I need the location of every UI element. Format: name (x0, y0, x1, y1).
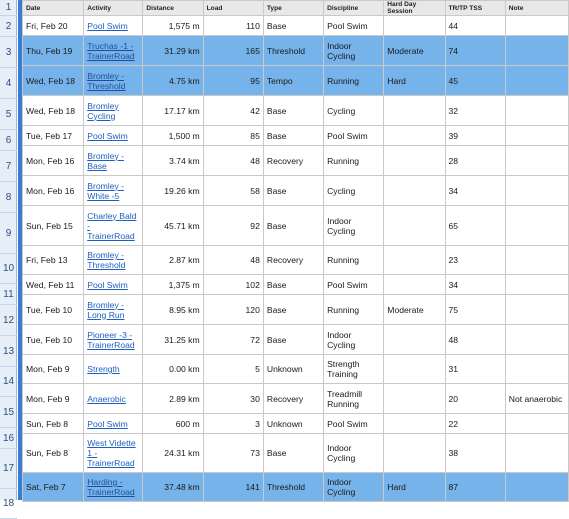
date-cell[interactable]: Mon, Feb 9 (23, 384, 84, 414)
table-row[interactable] (23, 434, 569, 473)
distance-cell[interactable]: 45.71 km (143, 206, 203, 246)
row-number[interactable]: 7 (0, 151, 17, 182)
activity-cell[interactable] (84, 275, 143, 295)
activity-cell[interactable] (84, 295, 143, 325)
date-cell[interactable]: Tue, Feb 10 (23, 325, 84, 355)
header-type[interactable]: Type (263, 1, 323, 16)
date-cell[interactable]: Fri, Feb 20 (23, 16, 84, 36)
load-cell[interactable]: 48 (203, 246, 263, 275)
row-number[interactable]: 13 (0, 336, 17, 367)
tss-cell[interactable]: 39 (445, 126, 505, 146)
table-row[interactable] (23, 36, 569, 66)
row-number[interactable]: 1 (0, 0, 17, 16)
hard-day-cell[interactable] (384, 176, 445, 206)
header-hard-day-session[interactable]: Hard Day Session (384, 1, 445, 16)
activity-link[interactable]: Pool Swim (87, 279, 128, 290)
type-cell[interactable]: Tempo (263, 66, 323, 96)
activity-cell[interactable] (84, 176, 143, 206)
date-cell[interactable]: Sun, Feb 8 (23, 434, 84, 473)
discipline-cell[interactable]: Pool Swim (324, 414, 384, 434)
tss-cell[interactable]: 34 (445, 275, 505, 295)
note-cell[interactable] (505, 325, 568, 355)
row-number[interactable]: 10 (0, 254, 17, 284)
type-cell[interactable]: Base (263, 96, 323, 126)
note-cell[interactable] (505, 295, 568, 325)
activity-cell[interactable] (84, 473, 143, 502)
table-row[interactable] (23, 473, 569, 502)
table-row[interactable] (23, 275, 569, 295)
load-cell[interactable]: 72 (203, 325, 263, 355)
distance-cell[interactable]: 2.87 km (143, 246, 203, 275)
tss-cell[interactable]: 22 (445, 414, 505, 434)
note-cell[interactable] (505, 66, 568, 96)
row-number[interactable]: 12 (0, 305, 17, 336)
tss-cell[interactable]: 74 (445, 36, 505, 66)
note-cell[interactable] (505, 355, 568, 384)
tss-cell[interactable]: 20 (445, 384, 505, 414)
discipline-cell[interactable]: Indoor Cycling (324, 434, 384, 473)
type-cell[interactable]: Base (263, 434, 323, 473)
activity-cell[interactable] (84, 246, 143, 275)
row-number[interactable]: 16 (0, 428, 17, 449)
table-row[interactable] (23, 384, 569, 414)
discipline-cell[interactable]: Treadmill Running (324, 384, 384, 414)
activity-table (22, 0, 569, 502)
discipline-cell[interactable]: Cycling (324, 96, 384, 126)
type-cell[interactable]: Base (263, 176, 323, 206)
activity-cell[interactable] (84, 36, 143, 66)
load-cell[interactable]: 73 (203, 434, 263, 473)
activity-link[interactable]: Harding - TrainerRoad (87, 477, 135, 497)
note-cell[interactable] (505, 126, 568, 146)
row-number[interactable]: 18 (0, 489, 17, 519)
activity-cell[interactable] (84, 384, 143, 414)
row-number[interactable]: 8 (0, 182, 17, 213)
activity-link[interactable]: Bromley - Long Run (87, 299, 125, 320)
hard-day-cell[interactable] (384, 206, 445, 246)
date-cell[interactable]: Sun, Feb 15 (23, 206, 84, 246)
note-cell[interactable]: Not anaerobic (505, 384, 568, 414)
hard-day-cell[interactable]: Hard (384, 66, 445, 96)
note-cell[interactable] (505, 16, 568, 36)
type-cell[interactable]: Threshold (263, 36, 323, 66)
header-load[interactable]: Load (203, 1, 263, 16)
activity-link[interactable]: Bromley - Threshold (87, 250, 126, 270)
hard-day-cell[interactable]: Moderate (384, 295, 445, 325)
date-cell[interactable]: Wed, Feb 11 (23, 275, 84, 295)
tss-cell[interactable]: 65 (445, 206, 505, 246)
row-number[interactable]: 6 (0, 130, 17, 151)
date-cell[interactable]: Mon, Feb 16 (23, 146, 84, 176)
load-cell[interactable]: 92 (203, 206, 263, 246)
tss-cell[interactable]: 75 (445, 295, 505, 325)
type-cell[interactable]: Threshold (263, 473, 323, 502)
distance-cell[interactable]: 1,500 m (143, 126, 203, 146)
distance-cell[interactable]: 19.26 km (143, 176, 203, 206)
row-number[interactable]: 4 (0, 68, 17, 99)
activity-cell[interactable] (84, 325, 143, 355)
table-row[interactable] (23, 126, 569, 146)
note-cell[interactable] (505, 434, 568, 473)
row-number[interactable]: 15 (0, 397, 17, 428)
row-number[interactable]: 11 (0, 284, 17, 305)
tss-cell[interactable]: 34 (445, 176, 505, 206)
load-cell[interactable]: 95 (203, 66, 263, 96)
discipline-cell[interactable]: Indoor Cycling (324, 473, 384, 502)
activity-link[interactable]: Charley Bald - TrainerRoad (87, 210, 137, 241)
activity-cell[interactable] (84, 146, 143, 176)
type-cell[interactable]: Unknown (263, 414, 323, 434)
discipline-cell[interactable]: Running (324, 146, 384, 176)
note-cell[interactable] (505, 246, 568, 275)
hard-day-cell[interactable] (384, 355, 445, 384)
activity-cell[interactable] (84, 206, 143, 246)
table-row[interactable] (23, 414, 569, 434)
hard-day-cell[interactable] (384, 126, 445, 146)
type-cell[interactable]: Recovery (263, 246, 323, 275)
hard-day-cell[interactable] (384, 96, 445, 126)
load-cell[interactable]: 3 (203, 414, 263, 434)
date-cell[interactable]: Wed, Feb 18 (23, 96, 84, 126)
row-number[interactable]: 2 (0, 16, 17, 37)
distance-cell[interactable]: 3.74 km (143, 146, 203, 176)
activity-link[interactable]: Pool Swim (87, 130, 128, 141)
tss-cell[interactable]: 32 (445, 96, 505, 126)
table-row[interactable] (23, 355, 569, 384)
discipline-cell[interactable]: Cycling (324, 176, 384, 206)
date-cell[interactable]: Tue, Feb 10 (23, 295, 84, 325)
header-activity[interactable]: Activity (84, 1, 143, 16)
type-cell[interactable]: Recovery (263, 384, 323, 414)
load-cell[interactable]: 48 (203, 146, 263, 176)
load-cell[interactable]: 141 (203, 473, 263, 502)
date-cell[interactable]: Tue, Feb 17 (23, 126, 84, 146)
table-row[interactable] (23, 206, 569, 246)
hard-day-cell[interactable]: Hard (384, 473, 445, 502)
distance-cell[interactable]: 24.31 km (143, 434, 203, 473)
row-number[interactable]: 5 (0, 99, 17, 130)
note-cell[interactable] (505, 96, 568, 126)
discipline-cell[interactable]: Pool Swim (324, 275, 384, 295)
type-cell[interactable]: Base (263, 325, 323, 355)
activity-cell[interactable] (84, 16, 143, 36)
tss-cell[interactable]: 48 (445, 325, 505, 355)
table-row[interactable] (23, 246, 569, 275)
discipline-cell[interactable]: Running (324, 246, 384, 275)
activity-link[interactable]: Strength (87, 364, 120, 374)
type-cell[interactable]: Base (263, 295, 323, 325)
type-cell[interactable]: Base (263, 16, 323, 36)
hard-day-cell[interactable] (384, 414, 445, 434)
activity-cell[interactable] (84, 66, 143, 96)
activity-cell[interactable] (84, 414, 143, 434)
date-cell[interactable]: Fri, Feb 13 (23, 246, 84, 275)
tss-cell[interactable]: 38 (445, 434, 505, 473)
load-cell[interactable]: 165 (203, 36, 263, 66)
load-cell[interactable]: 5 (203, 355, 263, 384)
discipline-cell[interactable]: Pool Swim (324, 16, 384, 36)
note-cell[interactable] (505, 275, 568, 295)
hard-day-cell[interactable] (384, 146, 445, 176)
tss-cell[interactable]: 87 (445, 473, 505, 502)
activity-link[interactable]: Bromley - Base (87, 150, 124, 171)
table-row[interactable] (23, 325, 569, 355)
activity-link[interactable]: West Vidette 1 - TrainerRoad (87, 438, 136, 468)
type-cell[interactable]: Base (263, 206, 323, 246)
distance-cell[interactable]: 1,575 m (143, 16, 203, 36)
discipline-cell[interactable]: Running (324, 66, 384, 96)
tss-cell[interactable]: 44 (445, 16, 505, 36)
header-discipline[interactable]: Discipline (324, 1, 384, 16)
load-cell[interactable]: 30 (203, 384, 263, 414)
header-row (23, 1, 569, 16)
activity-cell[interactable] (84, 355, 143, 384)
distance-cell[interactable]: 31.29 km (143, 36, 203, 66)
activity-link[interactable]: Truchas -1 - TrainerRoad (87, 40, 135, 61)
note-cell[interactable] (505, 36, 568, 66)
row-number-gutter (0, 0, 17, 509)
activity-link[interactable]: Bromley - Threshold (87, 70, 126, 91)
distance-cell[interactable]: 17.17 km (143, 96, 203, 126)
distance-cell[interactable]: 31.25 km (143, 325, 203, 355)
table-row[interactable] (23, 176, 569, 206)
activity-link[interactable]: Pool Swim (87, 418, 128, 429)
date-cell[interactable]: Sat, Feb 7 (23, 473, 84, 502)
activity-cell[interactable] (84, 126, 143, 146)
discipline-cell[interactable]: Strength Training (324, 355, 384, 384)
date-cell[interactable]: Mon, Feb 9 (23, 355, 84, 384)
header-note[interactable]: Note (505, 1, 568, 16)
discipline-cell[interactable]: Running (324, 295, 384, 325)
load-cell[interactable]: 58 (203, 176, 263, 206)
table-row[interactable] (23, 66, 569, 96)
date-cell[interactable]: Wed, Feb 18 (23, 66, 84, 96)
hard-day-cell[interactable] (384, 16, 445, 36)
date-cell[interactable]: Mon, Feb 16 (23, 176, 84, 206)
distance-cell[interactable]: 37.48 km (143, 473, 203, 502)
activity-link[interactable]: Pool Swim (87, 20, 128, 31)
activity-cell[interactable] (84, 434, 143, 473)
activity-link[interactable]: Bromley Cycling (87, 100, 119, 121)
row-number[interactable]: 9 (0, 213, 17, 254)
discipline-cell[interactable]: Pool Swim (324, 126, 384, 146)
activity-cell[interactable] (84, 96, 143, 126)
distance-cell[interactable]: 600 m (143, 414, 203, 434)
table-row[interactable] (23, 96, 569, 126)
note-cell[interactable] (505, 206, 568, 246)
activity-link[interactable]: Pioneer -3 - TrainerRoad (87, 329, 135, 350)
distance-cell[interactable]: 2.89 km (143, 384, 203, 414)
row-number[interactable]: 17 (0, 449, 17, 489)
tss-cell[interactable]: 28 (445, 146, 505, 176)
load-cell[interactable]: 110 (203, 16, 263, 36)
hard-day-cell[interactable] (384, 325, 445, 355)
header-date[interactable]: Date (23, 1, 84, 16)
load-cell[interactable]: 120 (203, 295, 263, 325)
header-distance[interactable]: Distance (143, 1, 203, 16)
table-row[interactable] (23, 146, 569, 176)
hard-day-cell[interactable] (384, 275, 445, 295)
type-cell[interactable]: Base (263, 275, 323, 295)
hard-day-cell[interactable] (384, 434, 445, 473)
header-tss[interactable]: TR/TP TSS (445, 1, 505, 16)
tss-cell[interactable]: 45 (445, 66, 505, 96)
distance-cell[interactable]: 8.95 km (143, 295, 203, 325)
tss-cell[interactable]: 23 (445, 246, 505, 275)
distance-cell[interactable]: 1,375 m (143, 275, 203, 295)
distance-cell[interactable]: 4.75 km (143, 66, 203, 96)
date-cell[interactable]: Thu, Feb 19 (23, 36, 84, 66)
table-row[interactable] (23, 295, 569, 325)
table-row[interactable] (23, 16, 569, 36)
hard-day-cell[interactable]: Moderate (384, 36, 445, 66)
discipline-cell[interactable]: Indoor Cycling (324, 206, 384, 246)
hard-day-cell[interactable] (384, 246, 445, 275)
load-cell[interactable]: 102 (203, 275, 263, 295)
type-cell[interactable]: Base (263, 126, 323, 146)
activity-link[interactable]: Bromley - White -5 (87, 180, 124, 201)
discipline-cell[interactable]: Indoor Cycling (324, 325, 384, 355)
type-cell[interactable]: Unknown (263, 355, 323, 384)
row-number[interactable]: 3 (0, 37, 17, 68)
hard-day-cell[interactable] (384, 384, 445, 414)
type-cell[interactable]: Recovery (263, 146, 323, 176)
note-cell[interactable] (505, 146, 568, 176)
date-cell[interactable]: Sun, Feb 8 (23, 414, 84, 434)
discipline-cell[interactable]: Indoor Cycling (324, 36, 384, 66)
load-cell[interactable]: 85 (203, 126, 263, 146)
row-number[interactable]: 14 (0, 367, 17, 397)
distance-cell[interactable]: 0.00 km (143, 355, 203, 384)
activity-link[interactable]: Anaerobic (87, 393, 126, 404)
note-cell[interactable] (505, 176, 568, 206)
tss-cell[interactable]: 31 (445, 355, 505, 384)
load-cell[interactable]: 42 (203, 96, 263, 126)
note-cell[interactable] (505, 414, 568, 434)
note-cell[interactable] (505, 473, 568, 502)
